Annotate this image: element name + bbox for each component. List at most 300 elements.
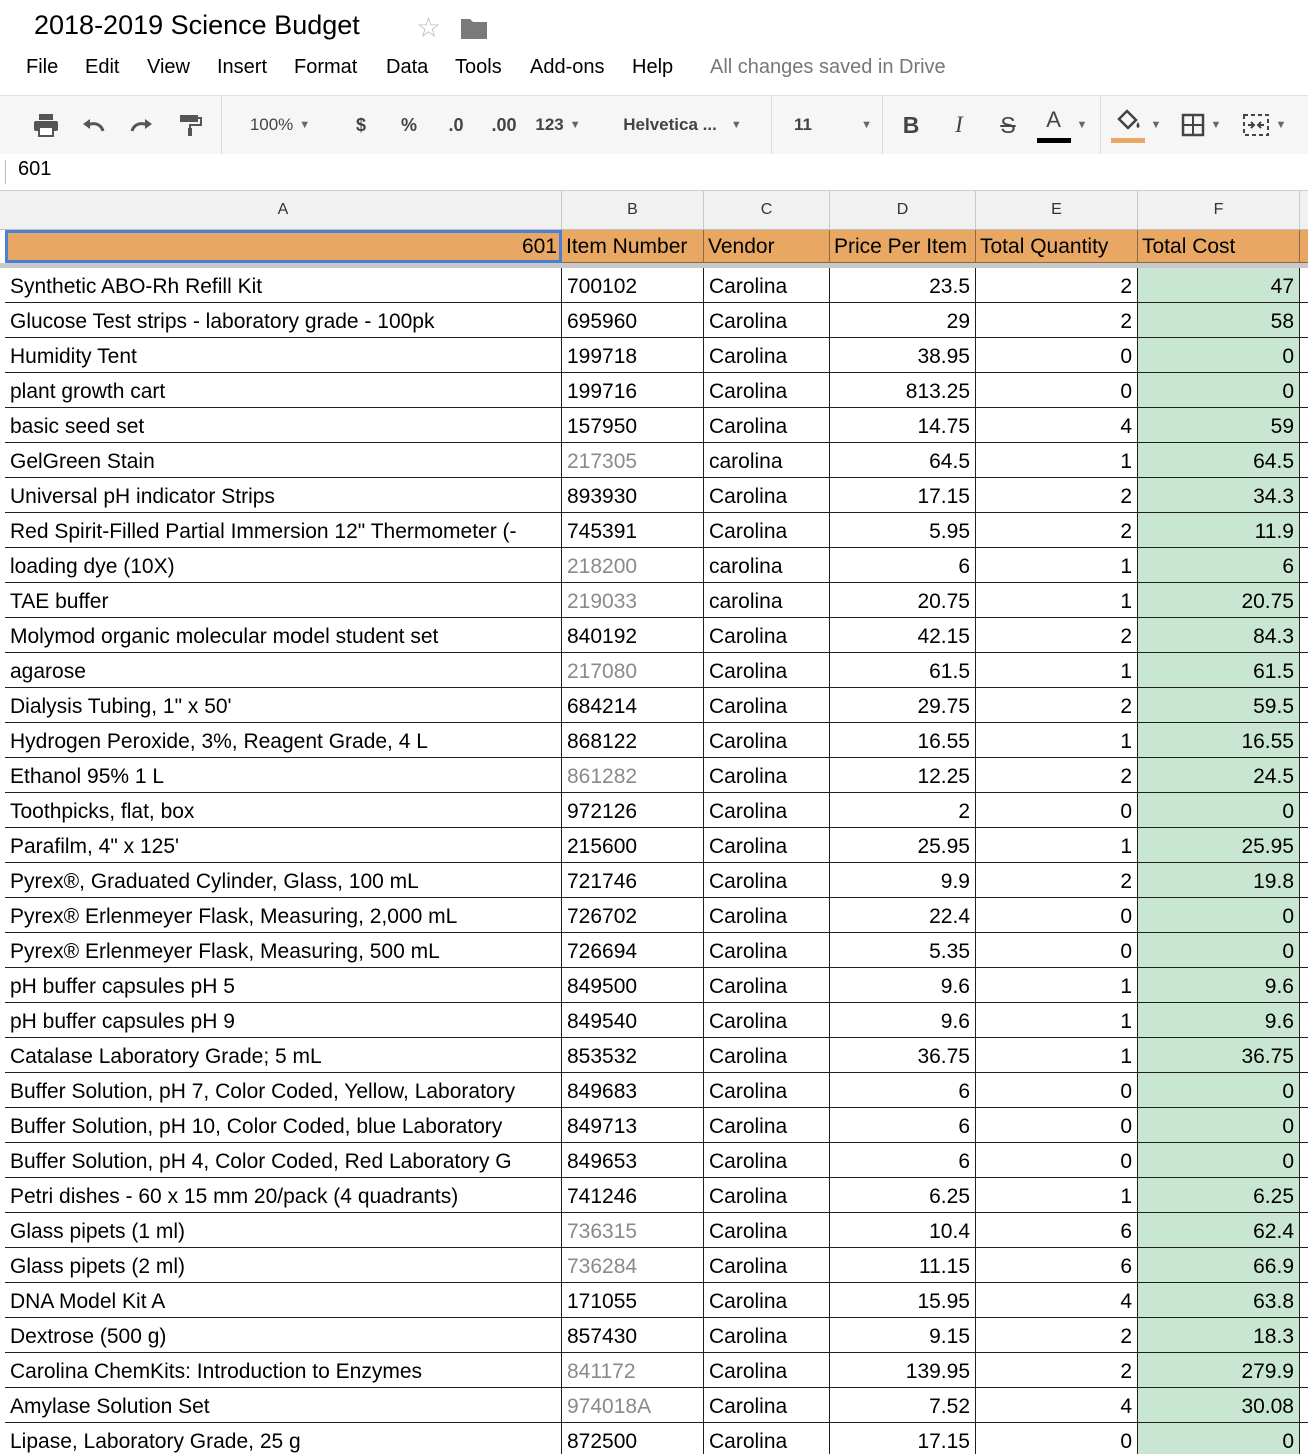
- cell-next-column[interactable]: [1300, 1143, 1308, 1178]
- cell-item-name[interactable]: Pyrex®, Graduated Cylinder, Glass, 100 mL: [5, 863, 562, 898]
- cell-total-quantity[interactable]: 2: [976, 268, 1138, 303]
- column-header-a[interactable]: A: [5, 191, 562, 229]
- cell-price-per-item[interactable]: 6: [830, 1143, 976, 1178]
- cell-item-number[interactable]: 157950: [562, 408, 704, 443]
- cell-next-column[interactable]: [1300, 303, 1308, 338]
- column-header-f[interactable]: F: [1138, 191, 1300, 229]
- cell-item-name[interactable]: Dialysis Tubing, 1" x 50': [5, 688, 562, 723]
- cell-total-quantity[interactable]: 2: [976, 618, 1138, 653]
- cell-price-per-item[interactable]: 9.6: [830, 968, 976, 1003]
- cell-vendor[interactable]: Carolina: [704, 1178, 830, 1213]
- header-cell-total-quantity[interactable]: Total Quantity: [976, 230, 1138, 263]
- title-bar: [0, 0, 1308, 95]
- column-header-c[interactable]: C: [704, 191, 830, 229]
- cell-item-name[interactable]: Parafilm, 4" x 125': [5, 828, 562, 863]
- cell-price-per-item[interactable]: 813.25: [830, 373, 976, 408]
- menu-insert[interactable]: Insert: [217, 56, 268, 78]
- cell-item-name[interactable]: pH buffer capsules pH 9: [5, 1003, 562, 1038]
- table-row: [0, 1248, 1308, 1283]
- cell-total-quantity[interactable]: 1: [976, 653, 1138, 688]
- cell-vendor[interactable]: Carolina: [704, 1108, 830, 1143]
- header-cell-item-number[interactable]: Item Number: [562, 230, 704, 263]
- cell-total-cost[interactable]: 0: [1138, 898, 1300, 933]
- cell-item-name[interactable]: Pyrex® Erlenmeyer Flask, Measuring, 2,000 mL: [5, 898, 562, 933]
- cell-total-quantity[interactable]: 0: [976, 933, 1138, 968]
- cell-next-column[interactable]: [1300, 583, 1308, 618]
- cell-total-cost[interactable]: 58: [1138, 303, 1300, 338]
- cell-item-number[interactable]: 726702: [562, 898, 704, 933]
- menu-data[interactable]: Data: [386, 56, 429, 78]
- cell-item-number[interactable]: 219033: [562, 583, 704, 618]
- cell-price-per-item[interactable]: 42.15: [830, 618, 976, 653]
- cell-item-name[interactable]: Ethanol 95% 1 L: [5, 758, 562, 793]
- cell-next-column[interactable]: [1300, 1213, 1308, 1248]
- cell-next-column[interactable]: [1300, 1318, 1308, 1353]
- cell-item-number[interactable]: 695960: [562, 303, 704, 338]
- cell-total-cost[interactable]: 64.5: [1138, 443, 1300, 478]
- cell-item-name[interactable]: Buffer Solution, pH 7, Color Coded, Yellow, Laboratory: [5, 1073, 562, 1108]
- cell-item-number[interactable]: 841172: [562, 1353, 704, 1388]
- cell-vendor[interactable]: Carolina: [704, 898, 830, 933]
- save-status[interactable]: All changes saved in Drive: [710, 56, 946, 78]
- menu-addons[interactable]: Add-ons: [530, 56, 605, 78]
- cell-item-name[interactable]: Universal pH indicator Strips: [5, 478, 562, 513]
- cell-price-per-item[interactable]: 7.52: [830, 1388, 976, 1423]
- cell-total-cost[interactable]: 62.4: [1138, 1213, 1300, 1248]
- cell-vendor[interactable]: Carolina: [704, 373, 830, 408]
- cell-item-number[interactable]: 872500: [562, 1423, 704, 1454]
- cell-total-cost[interactable]: 36.75: [1138, 1038, 1300, 1073]
- cell-total-cost[interactable]: 0: [1138, 1423, 1300, 1454]
- cell-item-number[interactable]: 736315: [562, 1213, 704, 1248]
- cell-item-name[interactable]: Glucose Test strips - laboratory grade - 100pk: [5, 303, 562, 338]
- cell-item-name[interactable]: Glass pipets (1 ml): [5, 1213, 562, 1248]
- paint-format-button[interactable]: [172, 96, 208, 154]
- cell-price-per-item[interactable]: 2: [830, 793, 976, 828]
- cell-item-number[interactable]: 893930: [562, 478, 704, 513]
- cell-total-quantity[interactable]: 0: [976, 1143, 1138, 1178]
- cell-vendor[interactable]: Carolina: [704, 828, 830, 863]
- cell-vendor[interactable]: Carolina: [704, 758, 830, 793]
- cell-item-name[interactable]: Humidity Tent: [5, 338, 562, 373]
- formula-input[interactable]: 601: [18, 158, 52, 180]
- cell-total-quantity[interactable]: 0: [976, 793, 1138, 828]
- cell-next-column[interactable]: [1300, 723, 1308, 758]
- cell-item-name[interactable]: Lipase, Laboratory Grade, 25 g: [5, 1423, 562, 1454]
- increase-decimal-button[interactable]: .00: [491, 114, 517, 135]
- cell-item-number[interactable]: 199718: [562, 338, 704, 373]
- cell-total-cost[interactable]: 30.08: [1138, 1388, 1300, 1423]
- cell-total-quantity[interactable]: 2: [976, 478, 1138, 513]
- cell-next-column[interactable]: [1300, 1388, 1308, 1423]
- cell-vendor[interactable]: Carolina: [704, 1318, 830, 1353]
- print-icon: [33, 113, 59, 137]
- cell-vendor[interactable]: Carolina: [704, 1423, 830, 1454]
- cell-total-quantity[interactable]: 1: [976, 1003, 1138, 1038]
- cell-vendor[interactable]: Carolina: [704, 793, 830, 828]
- table-row: [0, 898, 1308, 933]
- cell-next-column[interactable]: [1300, 933, 1308, 968]
- cell-next-column[interactable]: [1300, 968, 1308, 1003]
- cell-vendor[interactable]: carolina: [704, 583, 830, 618]
- cell-total-quantity[interactable]: 2: [976, 758, 1138, 793]
- table-row: [0, 968, 1308, 1003]
- cell-price-per-item[interactable]: 17.15: [830, 1423, 976, 1454]
- cell-total-quantity[interactable]: 2: [976, 513, 1138, 548]
- redo-icon: [128, 115, 154, 135]
- cell-price-per-item[interactable]: 10.4: [830, 1213, 976, 1248]
- cell-total-cost[interactable]: 0: [1138, 793, 1300, 828]
- cell-item-name[interactable]: Red Spirit-Filled Partial Immersion 12" Thermometer (-: [5, 513, 562, 548]
- cell-item-number[interactable]: 199716: [562, 373, 704, 408]
- cell-vendor[interactable]: Carolina: [704, 1003, 830, 1038]
- cell-item-name[interactable]: Glass pipets (2 ml): [5, 1248, 562, 1283]
- cell-total-quantity[interactable]: 0: [976, 338, 1138, 373]
- cell-total-quantity[interactable]: 4: [976, 1283, 1138, 1318]
- font-family-select[interactable]: [610, 96, 755, 154]
- cell-vendor[interactable]: Carolina: [704, 723, 830, 758]
- cell-item-number[interactable]: 171055: [562, 1283, 704, 1318]
- cell-price-per-item[interactable]: 25.95: [830, 828, 976, 863]
- cell-next-column[interactable]: [1300, 443, 1308, 478]
- cell-vendor[interactable]: Carolina: [704, 863, 830, 898]
- cell-price-per-item[interactable]: 139.95: [830, 1353, 976, 1388]
- cell-item-name[interactable]: Carolina ChemKits: Introduction to Enzymes: [5, 1353, 562, 1388]
- cell-item-name[interactable]: Catalase Laboratory Grade; 5 mL: [5, 1038, 562, 1073]
- cell-price-per-item[interactable]: 16.55: [830, 723, 976, 758]
- table-row: [0, 653, 1308, 688]
- cell-total-quantity[interactable]: 2: [976, 1318, 1138, 1353]
- cell-next-column[interactable]: [1300, 1248, 1308, 1283]
- cell-total-quantity[interactable]: 0: [976, 1423, 1138, 1454]
- cell-item-name[interactable]: Petri dishes - 60 x 15 mm 20/pack (4 quadrants): [5, 1178, 562, 1213]
- cell-total-cost[interactable]: 20.75: [1138, 583, 1300, 618]
- menu-tools[interactable]: Tools: [455, 56, 502, 78]
- cell-vendor[interactable]: carolina: [704, 548, 830, 583]
- cell-price-per-item[interactable]: 11.15: [830, 1248, 976, 1283]
- cell-vendor[interactable]: Carolina: [704, 1143, 830, 1178]
- cell-next-column[interactable]: [1300, 513, 1308, 548]
- cell-total-quantity[interactable]: 1: [976, 583, 1138, 618]
- cell-price-per-item[interactable]: 9.9: [830, 863, 976, 898]
- cell-item-number[interactable]: 861282: [562, 758, 704, 793]
- cell-next-column[interactable]: [1300, 618, 1308, 653]
- document-title[interactable]: 2018-2019 Science Budget: [34, 10, 360, 40]
- cell-total-quantity[interactable]: 2: [976, 688, 1138, 723]
- menu-help[interactable]: Help: [632, 56, 674, 78]
- cell-item-number[interactable]: 736284: [562, 1248, 704, 1283]
- cell-price-per-item[interactable]: 61.5: [830, 653, 976, 688]
- cell-total-quantity[interactable]: 1: [976, 1038, 1138, 1073]
- cell-total-cost[interactable]: 59: [1138, 408, 1300, 443]
- cell-item-name[interactable]: plant growth cart: [5, 373, 562, 408]
- cell-total-cost[interactable]: 0: [1138, 1073, 1300, 1108]
- cell-total-cost[interactable]: 9.6: [1138, 968, 1300, 1003]
- cell-total-cost[interactable]: 25.95: [1138, 828, 1300, 863]
- cell-total-cost[interactable]: 0: [1138, 1108, 1300, 1143]
- cell-next-column[interactable]: [1300, 373, 1308, 408]
- cell-item-number[interactable]: 849500: [562, 968, 704, 1003]
- text-color-button[interactable]: [1036, 96, 1088, 154]
- cell-next-column[interactable]: [1300, 653, 1308, 688]
- cell-price-per-item[interactable]: 6: [830, 1108, 976, 1143]
- cell-total-cost[interactable]: 0: [1138, 338, 1300, 373]
- borders-button[interactable]: [1176, 96, 1226, 154]
- italic-button[interactable]: I: [955, 112, 963, 137]
- cell-next-column[interactable]: [1300, 338, 1308, 373]
- cell-next-column[interactable]: [1300, 1038, 1308, 1073]
- cell-vendor[interactable]: Carolina: [704, 1283, 830, 1318]
- cell-price-per-item[interactable]: 14.75: [830, 408, 976, 443]
- cell-vendor[interactable]: carolina: [704, 443, 830, 478]
- cell-vendor[interactable]: Carolina: [704, 1213, 830, 1248]
- cell-total-quantity[interactable]: 1: [976, 443, 1138, 478]
- column-header-e[interactable]: E: [976, 191, 1138, 229]
- cell-total-cost[interactable]: 9.6: [1138, 1003, 1300, 1038]
- menu-format[interactable]: Format: [294, 56, 358, 78]
- more-formats-label: 123: [535, 115, 564, 134]
- cell-item-number[interactable]: 741246: [562, 1178, 704, 1213]
- cell-vendor[interactable]: Carolina: [704, 1073, 830, 1108]
- cell-item-number[interactable]: 853532: [562, 1038, 704, 1073]
- cell-item-name[interactable]: Pyrex® Erlenmeyer Flask, Measuring, 500 mL: [5, 933, 562, 968]
- cell-next-column[interactable]: [1300, 1073, 1308, 1108]
- cell-total-quantity[interactable]: 1: [976, 968, 1138, 1003]
- cell-total-cost[interactable]: 11.9: [1138, 513, 1300, 548]
- cell-vendor[interactable]: Carolina: [704, 478, 830, 513]
- cell-vendor[interactable]: Carolina: [704, 408, 830, 443]
- cell-price-per-item[interactable]: 23.5: [830, 268, 976, 303]
- undo-button[interactable]: [76, 96, 112, 154]
- cell-next-column[interactable]: [1300, 548, 1308, 583]
- chevron-down-icon: ▼: [569, 119, 581, 131]
- cell-item-name[interactable]: Toothpicks, flat, box: [5, 793, 562, 828]
- cell-next-column[interactable]: [1300, 793, 1308, 828]
- cell-total-quantity[interactable]: 2: [976, 303, 1138, 338]
- cell-item-name[interactable]: pH buffer capsules pH 5: [5, 968, 562, 1003]
- cell-total-cost[interactable]: 0: [1138, 373, 1300, 408]
- cell-item-number[interactable]: 849540: [562, 1003, 704, 1038]
- cell-price-per-item[interactable]: 9.6: [830, 1003, 976, 1038]
- cell-price-per-item[interactable]: 6: [830, 548, 976, 583]
- table-row: [0, 758, 1308, 793]
- cell-item-number[interactable]: 849653: [562, 1143, 704, 1178]
- cell-item-number[interactable]: 849713: [562, 1108, 704, 1143]
- cell-item-number[interactable]: 974018A: [562, 1388, 704, 1423]
- cell-total-cost[interactable]: 6.25: [1138, 1178, 1300, 1213]
- strikethrough-button[interactable]: S: [1000, 111, 1016, 138]
- header-cell-total-cost[interactable]: Total Cost: [1138, 230, 1300, 263]
- cell-next-column[interactable]: [1300, 863, 1308, 898]
- cell-total-cost[interactable]: 63.8: [1138, 1283, 1300, 1318]
- cell-total-quantity[interactable]: 1: [976, 723, 1138, 758]
- cell-total-cost[interactable]: 47: [1138, 268, 1300, 303]
- cell-price-per-item[interactable]: 64.5: [830, 443, 976, 478]
- cell-item-name[interactable]: loading dye (10X): [5, 548, 562, 583]
- cell-vendor[interactable]: Carolina: [704, 933, 830, 968]
- paint-format-icon: [178, 113, 202, 137]
- cell-price-per-item[interactable]: 17.15: [830, 478, 976, 513]
- cell-next-column[interactable]: [1300, 1353, 1308, 1388]
- cell-item-name[interactable]: Hydrogen Peroxide, 3%, Reagent Grade, 4 L: [5, 723, 562, 758]
- percent-format-button[interactable]: %: [400, 114, 417, 135]
- cell-vendor[interactable]: Carolina: [704, 1038, 830, 1073]
- cell-item-name[interactable]: GelGreen Stain: [5, 443, 562, 478]
- cell-item-name[interactable]: basic seed set: [5, 408, 562, 443]
- font-size-select[interactable]: [786, 96, 872, 154]
- cell-next-column[interactable]: [1300, 1283, 1308, 1318]
- header-cell-next[interactable]: [1300, 230, 1308, 263]
- cell-total-quantity[interactable]: 6: [976, 1248, 1138, 1283]
- cell-total-cost[interactable]: 84.3: [1138, 618, 1300, 653]
- cell-total-cost[interactable]: 61.5: [1138, 653, 1300, 688]
- cell-next-column[interactable]: [1300, 1423, 1308, 1454]
- cell-total-quantity[interactable]: 1: [976, 1178, 1138, 1213]
- cell-vendor[interactable]: Carolina: [704, 688, 830, 723]
- cell-price-per-item[interactable]: 29.75: [830, 688, 976, 723]
- cell-price-per-item[interactable]: 20.75: [830, 583, 976, 618]
- cell-next-column[interactable]: [1300, 408, 1308, 443]
- star-icon[interactable]: ☆: [416, 12, 442, 43]
- folder-icon[interactable]: [460, 16, 488, 40]
- cell-price-per-item[interactable]: 15.95: [830, 1283, 976, 1318]
- header-cell-a1[interactable]: 601: [5, 230, 562, 263]
- cell-next-column[interactable]: [1300, 898, 1308, 933]
- cell-price-per-item[interactable]: 29: [830, 303, 976, 338]
- cell-price-per-item[interactable]: 12.25: [830, 758, 976, 793]
- merge-cells-button[interactable]: [1236, 96, 1292, 154]
- cell-vendor[interactable]: Carolina: [704, 1248, 830, 1283]
- chevron-down-icon: ▼: [1150, 119, 1162, 131]
- cell-price-per-item[interactable]: 6: [830, 1073, 976, 1108]
- menu-view[interactable]: View: [147, 56, 190, 78]
- cell-total-cost[interactable]: 34.3: [1138, 478, 1300, 513]
- cell-total-cost[interactable]: 16.55: [1138, 723, 1300, 758]
- cell-vendor[interactable]: Carolina: [704, 338, 830, 373]
- formula-bar: [0, 154, 1308, 191]
- cell-total-cost[interactable]: 19.8: [1138, 863, 1300, 898]
- cell-item-number[interactable]: 972126: [562, 793, 704, 828]
- cell-item-number[interactable]: 721746: [562, 863, 704, 898]
- cell-total-quantity[interactable]: 0: [976, 1073, 1138, 1108]
- menu-file[interactable]: File: [26, 56, 59, 78]
- cell-item-number[interactable]: 700102: [562, 268, 704, 303]
- cell-total-quantity[interactable]: 1: [976, 548, 1138, 583]
- column-header-b[interactable]: B: [562, 191, 704, 229]
- cell-vendor[interactable]: Carolina: [704, 968, 830, 1003]
- cell-total-cost[interactable]: 66.9: [1138, 1248, 1300, 1283]
- cell-item-name[interactable]: Buffer Solution, pH 4, Color Coded, Red Laboratory G: [5, 1143, 562, 1178]
- cell-item-number[interactable]: 684214: [562, 688, 704, 723]
- cell-vendor[interactable]: Carolina: [704, 1388, 830, 1423]
- currency-format-button[interactable]: $: [355, 114, 366, 135]
- cell-next-column[interactable]: [1300, 688, 1308, 723]
- print-button[interactable]: [28, 96, 64, 154]
- cell-total-cost[interactable]: 6: [1138, 548, 1300, 583]
- cell-vendor[interactable]: Carolina: [704, 653, 830, 688]
- decrease-decimal-button[interactable]: .0: [448, 114, 464, 135]
- cell-item-name[interactable]: Dextrose (500 g): [5, 1318, 562, 1353]
- cell-total-cost[interactable]: 18.3: [1138, 1318, 1300, 1353]
- cell-price-per-item[interactable]: 38.95: [830, 338, 976, 373]
- cell-total-quantity[interactable]: 0: [976, 898, 1138, 933]
- cell-total-cost[interactable]: 0: [1138, 933, 1300, 968]
- cell-item-number[interactable]: 726694: [562, 933, 704, 968]
- cell-total-cost[interactable]: 59.5: [1138, 688, 1300, 723]
- header-cell-price-per-item[interactable]: Price Per Item: [830, 230, 976, 263]
- more-formats-button[interactable]: [532, 96, 584, 154]
- header-cell-vendor[interactable]: Vendor: [704, 230, 830, 263]
- cell-total-cost[interactable]: 0: [1138, 1143, 1300, 1178]
- cell-total-cost[interactable]: 279.9: [1138, 1353, 1300, 1388]
- cell-item-number[interactable]: 857430: [562, 1318, 704, 1353]
- cell-total-quantity[interactable]: 1: [976, 828, 1138, 863]
- cell-item-name[interactable]: DNA Model Kit A: [5, 1283, 562, 1318]
- cell-vendor[interactable]: Carolina: [704, 1353, 830, 1388]
- cell-vendor[interactable]: Carolina: [704, 268, 830, 303]
- cell-item-number[interactable]: 840192: [562, 618, 704, 653]
- bold-button[interactable]: B: [902, 111, 920, 138]
- cell-item-name[interactable]: agarose: [5, 653, 562, 688]
- cell-item-number[interactable]: 217305: [562, 443, 704, 478]
- cell-price-per-item[interactable]: 6.25: [830, 1178, 976, 1213]
- cell-item-name[interactable]: TAE buffer: [5, 583, 562, 618]
- cell-price-per-item[interactable]: 9.15: [830, 1318, 976, 1353]
- table-row: [0, 723, 1308, 758]
- column-header-d[interactable]: D: [830, 191, 976, 229]
- cell-item-number[interactable]: 868122: [562, 723, 704, 758]
- paint-bucket-icon: [1111, 107, 1145, 137]
- cell-vendor[interactable]: Carolina: [704, 618, 830, 653]
- cell-total-quantity[interactable]: 0: [976, 1108, 1138, 1143]
- cell-vendor[interactable]: Carolina: [704, 303, 830, 338]
- cell-price-per-item[interactable]: 5.35: [830, 933, 976, 968]
- cell-total-quantity[interactable]: 4: [976, 1388, 1138, 1423]
- cell-next-column[interactable]: [1300, 758, 1308, 793]
- cell-next-column[interactable]: [1300, 1178, 1308, 1213]
- cell-next-column[interactable]: [1300, 478, 1308, 513]
- redo-button[interactable]: [123, 96, 159, 154]
- table-row: [0, 268, 1308, 303]
- cell-item-number[interactable]: 215600: [562, 828, 704, 863]
- cell-next-column[interactable]: [1300, 268, 1308, 303]
- cell-item-name[interactable]: Molymod organic molecular model student set: [5, 618, 562, 653]
- cell-item-number[interactable]: 218200: [562, 548, 704, 583]
- cell-item-name[interactable]: Synthetic ABO-Rh Refill Kit: [5, 268, 562, 303]
- fill-color-button[interactable]: [1110, 96, 1162, 154]
- cell-price-per-item[interactable]: 36.75: [830, 1038, 976, 1073]
- cell-item-number[interactable]: 745391: [562, 513, 704, 548]
- cell-item-name[interactable]: Amylase Solution Set: [5, 1388, 562, 1423]
- cell-next-column[interactable]: [1300, 1003, 1308, 1038]
- cell-next-column[interactable]: [1300, 828, 1308, 863]
- cell-item-number[interactable]: 217080: [562, 653, 704, 688]
- cell-next-column[interactable]: [1300, 1108, 1308, 1143]
- cell-item-name[interactable]: Buffer Solution, pH 10, Color Coded, blue Laboratory: [5, 1108, 562, 1143]
- cell-item-number[interactable]: 849683: [562, 1073, 704, 1108]
- menu-edit[interactable]: Edit: [85, 56, 120, 78]
- cell-total-quantity[interactable]: 2: [976, 863, 1138, 898]
- cell-total-quantity[interactable]: 4: [976, 408, 1138, 443]
- cell-vendor[interactable]: Carolina: [704, 513, 830, 548]
- cell-price-per-item[interactable]: 22.4: [830, 898, 976, 933]
- cell-total-quantity[interactable]: 2: [976, 1353, 1138, 1388]
- cell-total-quantity[interactable]: 0: [976, 373, 1138, 408]
- zoom-select[interactable]: [238, 96, 322, 154]
- cell-total-quantity[interactable]: 6: [976, 1213, 1138, 1248]
- cell-total-cost[interactable]: 24.5: [1138, 758, 1300, 793]
- cell-price-per-item[interactable]: 5.95: [830, 513, 976, 548]
